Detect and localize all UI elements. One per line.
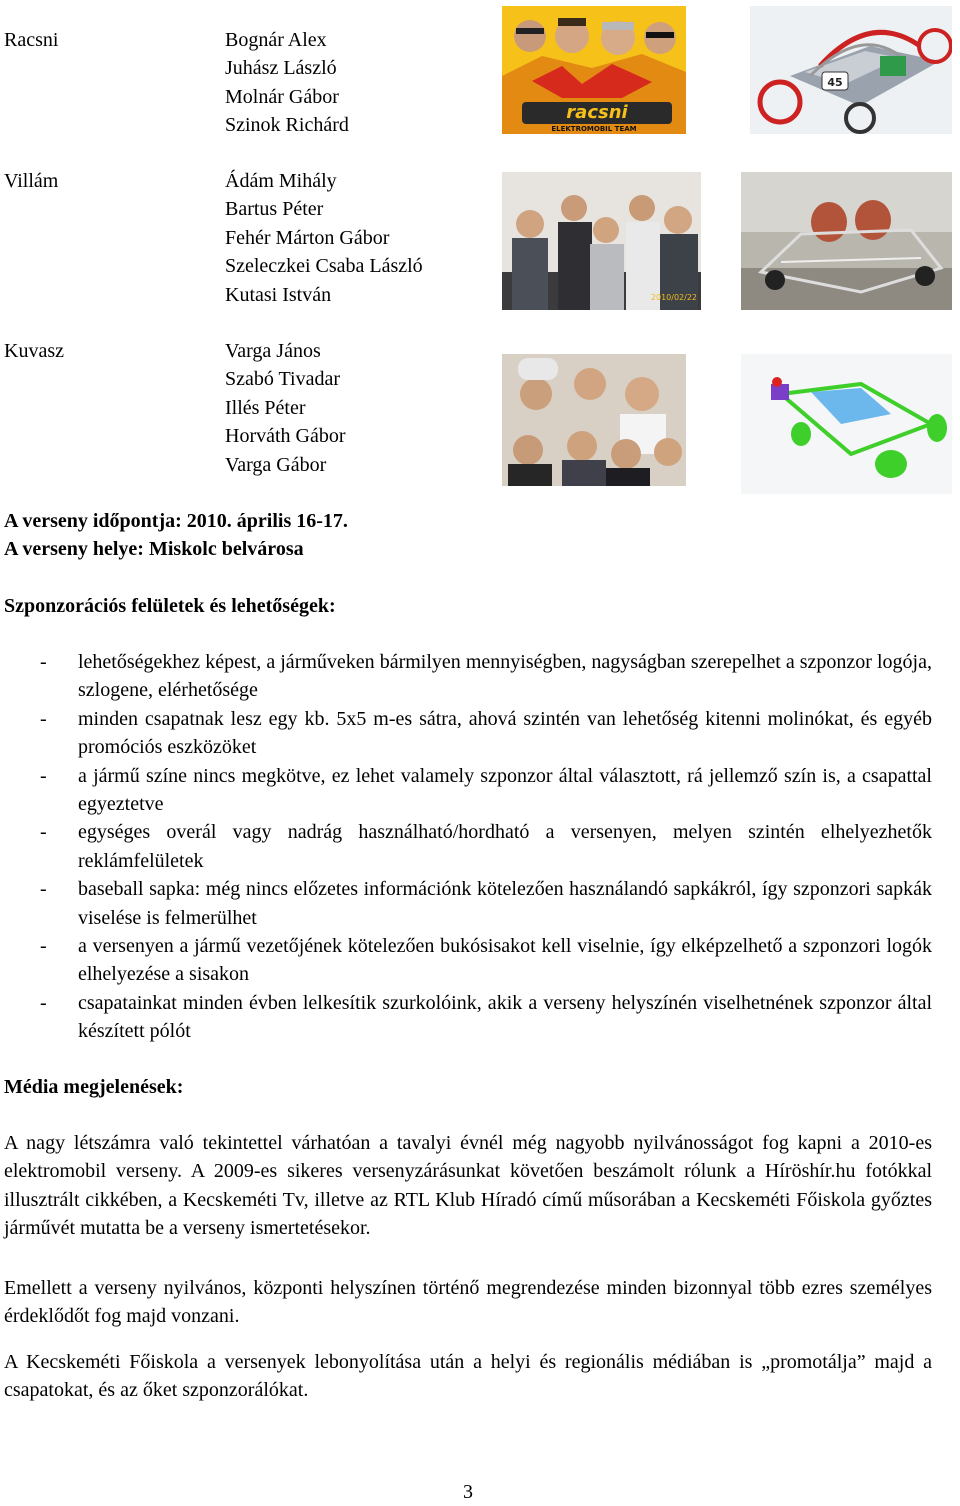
team-members-racsni — [225, 26, 349, 140]
member-name: Molnár Gábor — [225, 85, 339, 108]
team-name-villam: Villám — [4, 170, 59, 192]
racsni-logo-subtitle: ELEKTROMOBIL TEAM — [551, 125, 637, 133]
sponsor-bullet-list — [4, 648, 932, 1046]
media-paragraph: A Kecskeméti Főiskola a versenyek lebonyolítása után a helyi és regionális médiában is „promotálja” majd a csapatokat, és az őket szponzorálókat. — [4, 1351, 932, 1402]
team-name-kuvasz: Kuvasz — [4, 340, 64, 362]
member-name: Bartus Péter — [225, 198, 324, 221]
list-item — [4, 989, 932, 1046]
list-item — [4, 648, 932, 705]
bullet-text: csapatainkat minden évben lelkesítik szurkolóink, akik a verseny helyszínén viselhetnének szponzor által készített pólót — [78, 991, 932, 1043]
racsni-team-logo-image — [502, 6, 686, 134]
villam-chassis-photo — [741, 172, 952, 310]
bullet-text: minden csapatnak lesz egy kb. 5x5 m-es sátra, ahová szintén van lehetőség kitenni molinókat, és egyéb promóciós eszközöket — [78, 707, 932, 759]
member-name: Juhász László — [225, 57, 337, 80]
media-paragraph: Emellett a verseny nyilvános, központi helyszínen történő megrendezése minden bizonnyal több ezres személyes érdeklődőt fog majd vonzani. — [4, 1277, 932, 1328]
list-item — [4, 705, 932, 762]
bullet-text: lehetőségekhez képest, a járműveken bármilyen mennyiségben, nagyságban szerepelhet a szponzor logója, szlogene, elérhetősége — [78, 651, 932, 702]
event-date: A verseny időpontja: 2010. április 16-17. — [4, 510, 348, 532]
member-name: Szinok Richárd — [225, 114, 349, 137]
member-name: Szabó Tivadar — [225, 368, 340, 391]
kuvasz-team-photo — [502, 354, 686, 486]
racsni-car-render-image — [750, 6, 952, 134]
team-members-villam — [225, 167, 423, 309]
team-members-kuvasz — [225, 337, 346, 479]
member-name: Varga János — [225, 340, 321, 362]
member-name: Bognár Alex — [225, 29, 327, 51]
bullet-text: egységes overál vagy nadrág használható/hordható a versenyen, melyen szintén elhelyezhetők reklámfelületek — [78, 821, 932, 872]
bullet-dash: - — [40, 707, 47, 730]
team-name-racsni: Racsni — [4, 29, 59, 51]
member-name: Kutasi István — [225, 283, 332, 306]
media-paragraph: A nagy létszámra való tekintettel várhatóan a tavalyi évnél még nagyobb nyilvánosságot fog kapni a 2010-es elektromobil verseny. A 2009-es sikeres versenyzárásunkat követően beszámolt rólunk a Híröshír.hu fotókkal illusztrált cikkében, a Kecskeméti Tv, illetve az RTL Klub Híradó című műsorában a Kecskeméti Főiskola győztes járművét mutatta be a verseny ismertetésekor. — [4, 1132, 932, 1240]
member-name: Horváth Gábor — [225, 425, 346, 448]
list-item — [4, 762, 932, 819]
list-item — [4, 818, 932, 875]
member-name: Varga Gábor — [225, 453, 327, 476]
bullet-dash: - — [40, 991, 47, 1014]
member-name: Ádám Mihály — [225, 170, 337, 192]
bullet-text: a jármű színe nincs megkötve, ez lehet valamely szponzor által választott, rá jellemző szín is, a csapattal egyeztetve — [78, 764, 932, 816]
list-item — [4, 932, 932, 989]
sponsor-heading: Szponzorációs felületek és lehetőségek: — [4, 595, 336, 617]
bullet-text: baseball sapka: még nincs előzetes információnk kötelezően használandó sapkákról, így szponzori sapkák viselése is felmerülhet — [78, 878, 932, 929]
bullet-dash: - — [40, 821, 47, 844]
event-place: A verseny helye: Miskolc belvárosa — [4, 538, 304, 560]
page-number: 3 — [463, 1481, 473, 1503]
bullet-dash: - — [40, 651, 47, 673]
member-name: Fehér Márton Gábor — [225, 226, 390, 249]
car-number-label: 45 — [827, 76, 843, 89]
member-name: Illés Péter — [225, 396, 306, 419]
bullet-dash: - — [40, 878, 47, 901]
member-name: Szeleczkei Csaba László — [225, 255, 423, 278]
media-heading: Média megjelenések: — [4, 1076, 184, 1098]
photo-date-stamp: 2010/02/22 — [650, 293, 697, 302]
kuvasz-frame-render-image — [741, 354, 952, 494]
bullet-dash: - — [40, 764, 47, 787]
bullet-text: a versenyen a jármű vezetőjének kötelezően bukósisakot kell viselnie, így elképzelhető a szponzori logók elhelyezése a sisakon — [78, 935, 932, 986]
racsni-logo-text: racsni — [566, 102, 628, 123]
list-item — [4, 875, 932, 932]
bullet-dash: - — [40, 935, 47, 958]
villam-team-photo — [502, 172, 701, 310]
